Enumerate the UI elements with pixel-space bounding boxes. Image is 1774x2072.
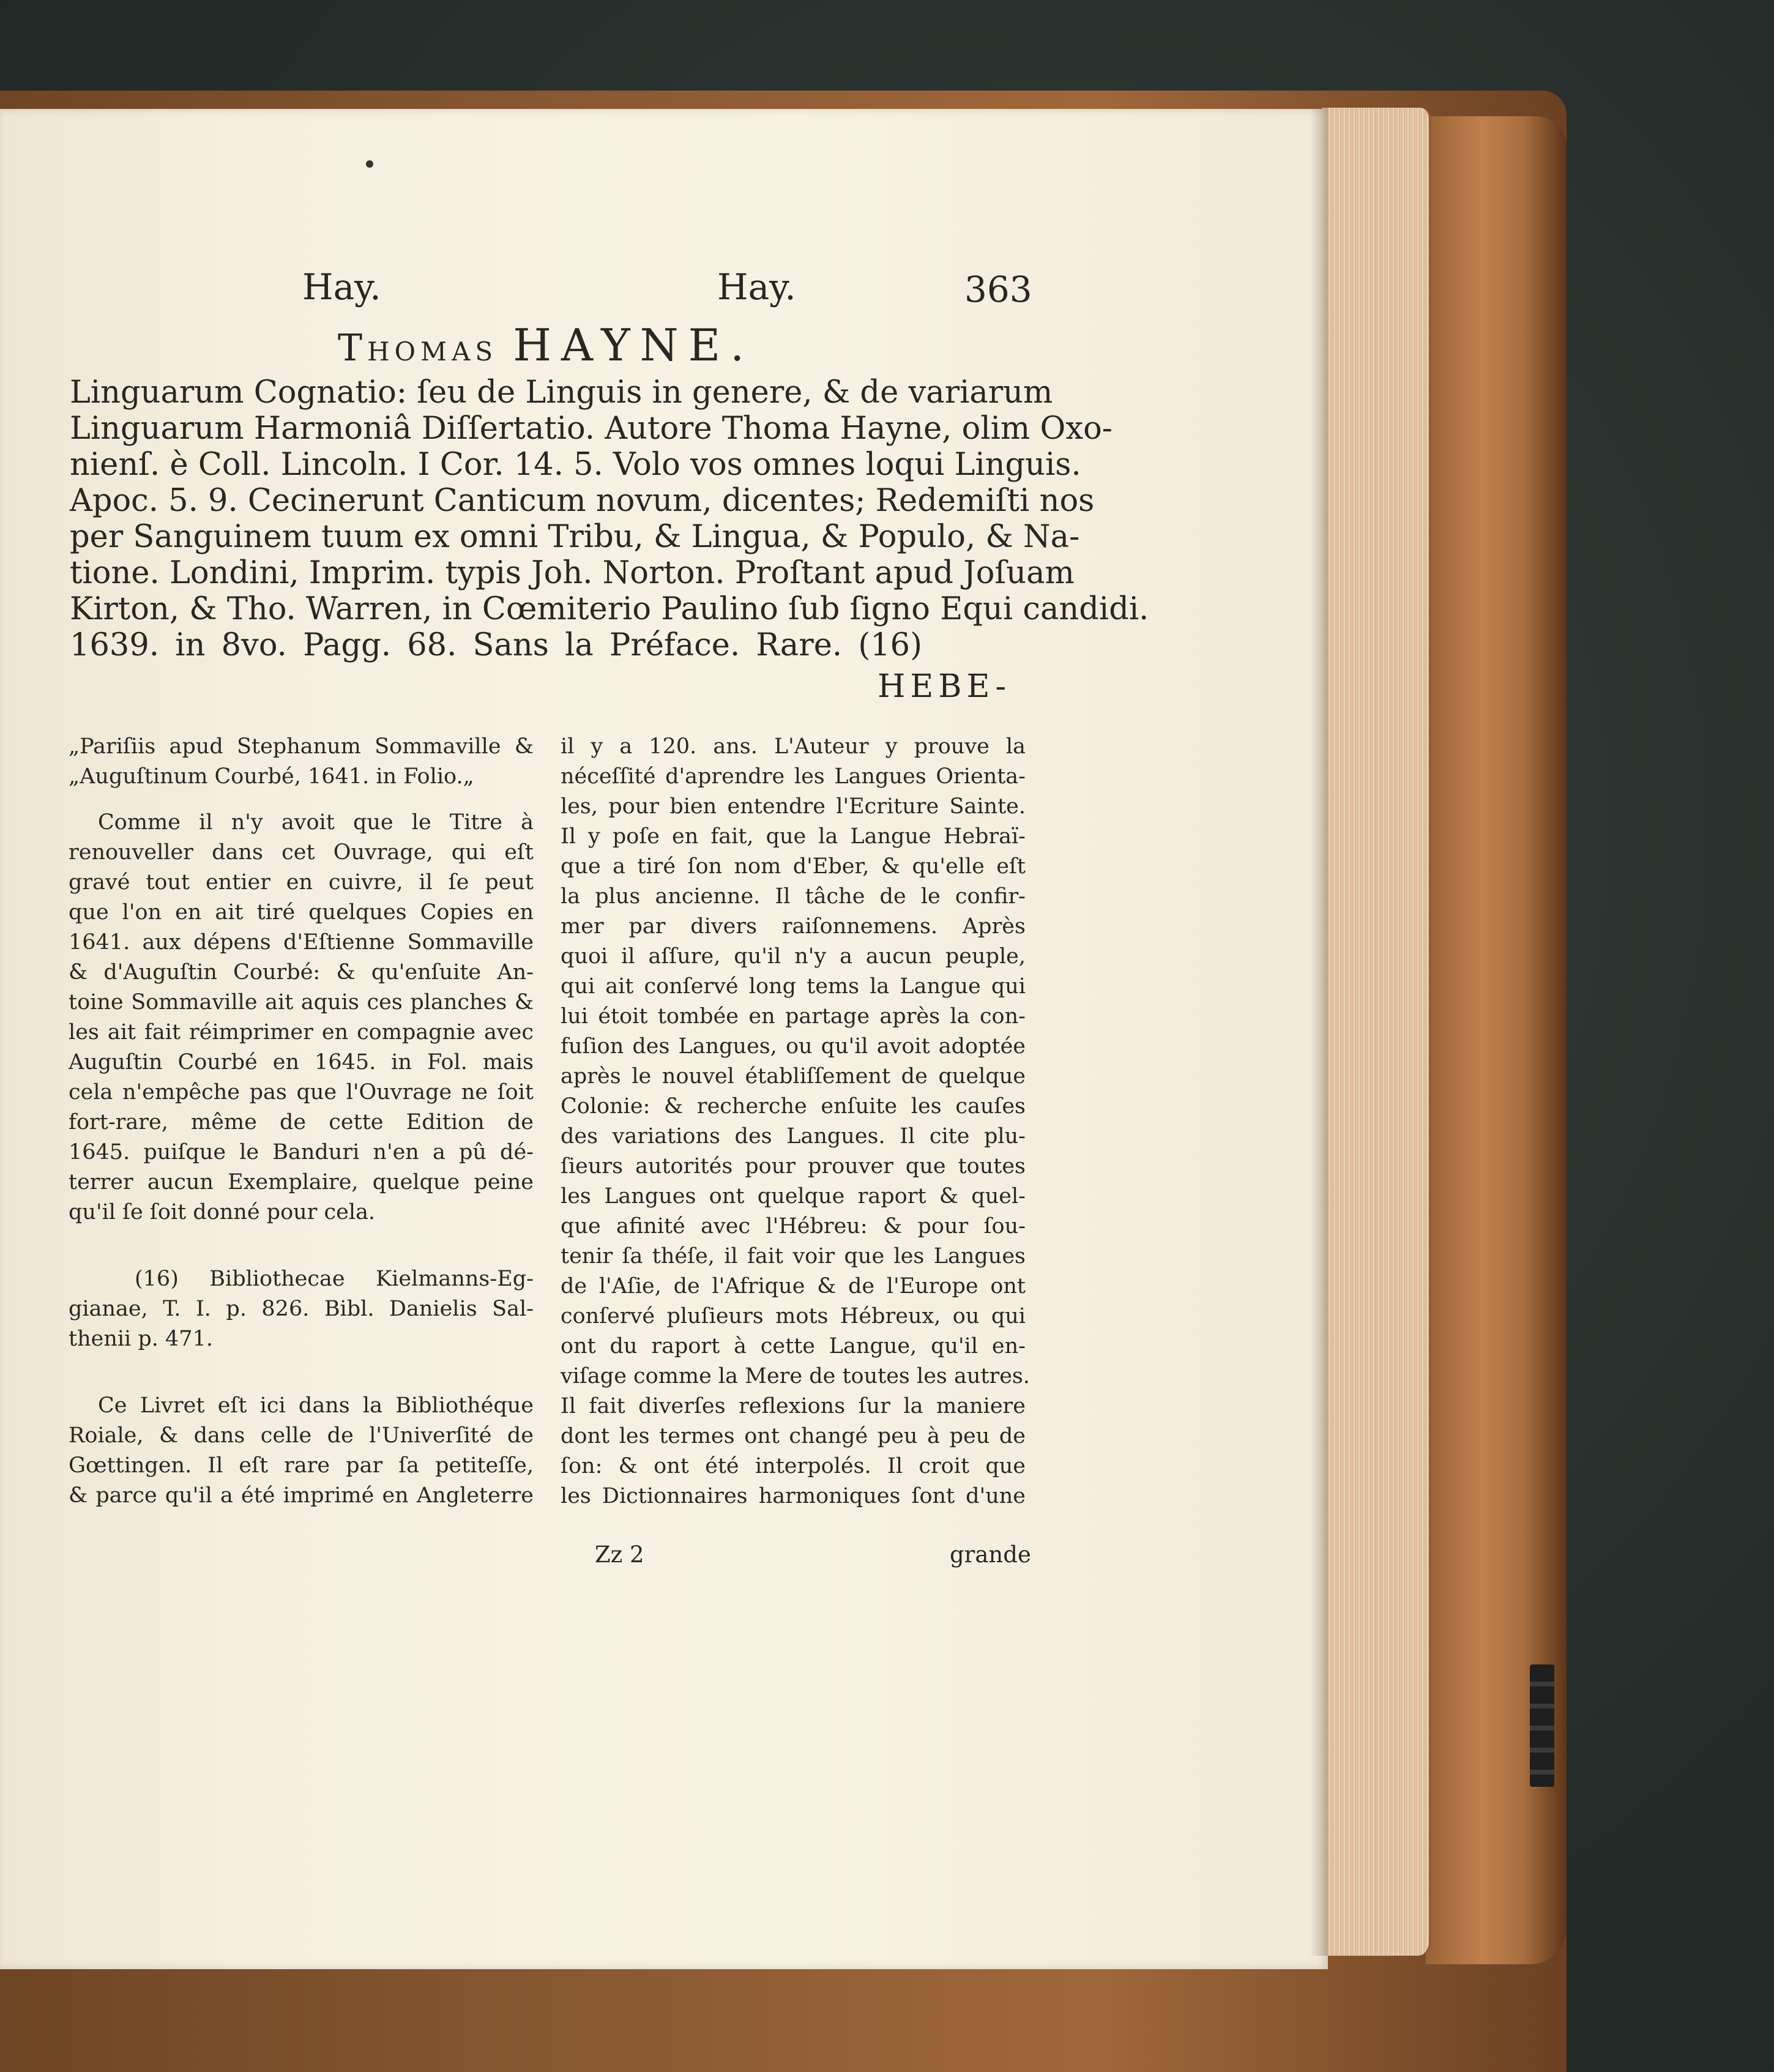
column-line: ſon: & ont été interpolés. Il croit que <box>561 1454 1026 1478</box>
column-line: Colonie: & recherche enſuite les cauſes <box>561 1094 1026 1119</box>
main-entry-line: nienſ. è Coll. Lincoln. I Cor. 14. 5. Volo vos omnes loqui Linguis. <box>70 447 1081 483</box>
paragraph-line: Gœttingen. Il eſt rare par ſa petiteſſe, <box>69 1453 534 1478</box>
paragraph-line: Auguſtin Courbé en 1645. in Fol. mais <box>69 1050 534 1075</box>
quote-line: „Pariſiis apud Stephanum Sommaville & <box>69 734 534 759</box>
main-entry-line: per Sanguinem tuum ex omni Tribu, & Lingua, & Populo, & Na- <box>70 519 1080 555</box>
paragraph-line: & parce qu'il a été imprimé en Angleterre <box>69 1483 534 1508</box>
book-clasp <box>1530 1664 1554 1787</box>
main-entry-line: tione. Londini, Imprim. typis Joh. Norton. Proſtant apud Joſuam <box>70 555 1075 591</box>
page-catchword: grande <box>950 1541 1031 1568</box>
paragraph-line: que l'on en ait tiré quelques Copies en <box>69 900 534 925</box>
footnote-line: gianae, T. I. p. 826. Bibl. Danielis Sal- <box>69 1297 534 1321</box>
footnote-line: (16) Bibliothecae Kielmanns-Eg- <box>135 1267 534 1291</box>
column-line: que afinité avec l'Hébreu: & pour ſou- <box>561 1214 1026 1239</box>
running-header-center: Hay. <box>717 266 796 308</box>
page-number: 363 <box>964 269 1032 310</box>
column-line: Il fait diverſes reflexions ſur la maniere <box>561 1394 1026 1418</box>
title-given-name: Thomas <box>338 327 498 370</box>
column-line: de l'Aſie, de l'Afrique & de l'Europe ont <box>561 1274 1026 1299</box>
signature-mark: Zz 2 <box>595 1541 644 1568</box>
page-gutter-shadow <box>1310 108 1328 1956</box>
main-catchword: HEBE- <box>878 668 1012 705</box>
paragraph-line: cela n'empêche pas que l'Ouvrage ne ſoit <box>69 1080 534 1105</box>
paragraph-line: toine Sommaville ait aquis ces planches & <box>69 990 534 1015</box>
column-line: néceſſité d'aprendre les Langues Orienta- <box>561 764 1026 789</box>
column-line: fuſion des Langues, ou qu'il avoit adoptée <box>561 1034 1026 1059</box>
column-line: les Langues ont quelque raport & quel- <box>561 1184 1026 1209</box>
paragraph-line: qu'il ſe ſoit donné pour cela. <box>69 1200 376 1224</box>
running-header-left: Hay. <box>302 266 381 308</box>
column-line: tenir ſa théſe, il fait voir que les Langues <box>561 1244 1026 1269</box>
paragraph-line: renouveller dans cet Ouvrage, qui eſt <box>69 840 534 865</box>
paragraph-line: & d'Auguſtin Courbé: & qu'enſuite An- <box>69 960 534 985</box>
entry-title <box>338 319 754 371</box>
paragraph-line: Ce Livret eſt ici dans la Bibliothéque <box>98 1393 534 1418</box>
column-line: viſage comme la Mere de toutes les autres. <box>561 1364 1030 1388</box>
column-line: les, pour bien entendre l'Ecriture Sainte. <box>561 794 1026 819</box>
paragraph-line: gravé tout entier en cuivre, il ſe peut <box>69 870 534 895</box>
column-line: conſervé pluſieurs mots Hébreux, ou qui <box>561 1304 1026 1329</box>
column-line: ont du raport à cette Langue, qu'il en- <box>561 1334 1026 1358</box>
main-entry-line: Kirton, & Tho. Warren, in Cœmiterio Paulino ſub ſigno Equi candidi. <box>70 591 1149 627</box>
footnote-line: thenii p. 471. <box>69 1327 213 1351</box>
title-surname: HAYNE. <box>513 319 755 371</box>
column-line: Il y poſe en fait, que la Langue Hebraï- <box>561 824 1026 849</box>
paragraph-line: terrer aucun Exemplaire, quelque peine <box>69 1170 534 1194</box>
main-entry-line: 1639. in 8vo. Pagg. 68. Sans la Préface. Rare. (16) <box>70 627 923 663</box>
column-line: ſieurs autorités pour prouver que toutes <box>561 1154 1026 1179</box>
column-line: il y a 120. ans. L'Auteur y prouve la <box>561 734 1026 759</box>
main-entry-line: Linguarum Cognatio: ſeu de Linguis in genere, & de variarum <box>70 375 1053 411</box>
column-line: que a tiré ſon nom d'Eber, & qu'elle eſt <box>561 854 1026 879</box>
left-column <box>69 732 534 1511</box>
right-column <box>561 732 1030 1511</box>
column-line: mer par divers raiſonnemens. Après <box>561 914 1026 939</box>
paragraph-line: 1645. puiſque le Banduri n'en a pû dé- <box>69 1140 534 1165</box>
column-line: qui ait conſervé long tems la Langue qui <box>561 974 1026 999</box>
column-line: la plus ancienne. Il tâche de le confir- <box>561 884 1026 909</box>
quote-line: „Auguſtinum Courbé, 1641. in Folio.„ <box>69 764 474 789</box>
page-edges <box>1322 108 1431 1956</box>
main-entry <box>70 375 1149 663</box>
ink-dot <box>366 160 373 168</box>
paragraph-line: les ait fait réimprimer en compagnie avec <box>69 1020 534 1045</box>
column-line: après le nouvel établiſſement de quelque <box>561 1064 1026 1089</box>
main-entry-line: Apoc. 5. 9. Cecinerunt Canticum novum, dicentes; Redemiſti nos <box>70 483 1095 519</box>
paragraph-line: Comme il n'y avoit que le Titre à <box>98 810 534 835</box>
column-line: dont les termes ont changé peu à peu de <box>561 1424 1026 1448</box>
column-line: les Dictionnaires harmoniques ſont d'une <box>561 1484 1026 1508</box>
main-entry-line: Linguarum Harmoniâ Diſſertatio. Autore Thoma Hayne, olim Oxo- <box>70 411 1113 447</box>
column-line: lui étoit tombée en partage après la con- <box>561 1004 1026 1029</box>
paragraph-line: fort-rare, même de cette Edition de <box>69 1110 534 1135</box>
paragraph-line: Roiale, & dans celle de l'Univerſité de <box>69 1423 534 1448</box>
column-line: des variations des Langues. Il cite plu- <box>561 1124 1026 1149</box>
paragraph-line: 1641. aux dépens d'Eſtienne Sommaville <box>69 930 534 955</box>
column-line: quoi il aſſure, qu'il n'y a aucun peuple, <box>561 944 1026 969</box>
